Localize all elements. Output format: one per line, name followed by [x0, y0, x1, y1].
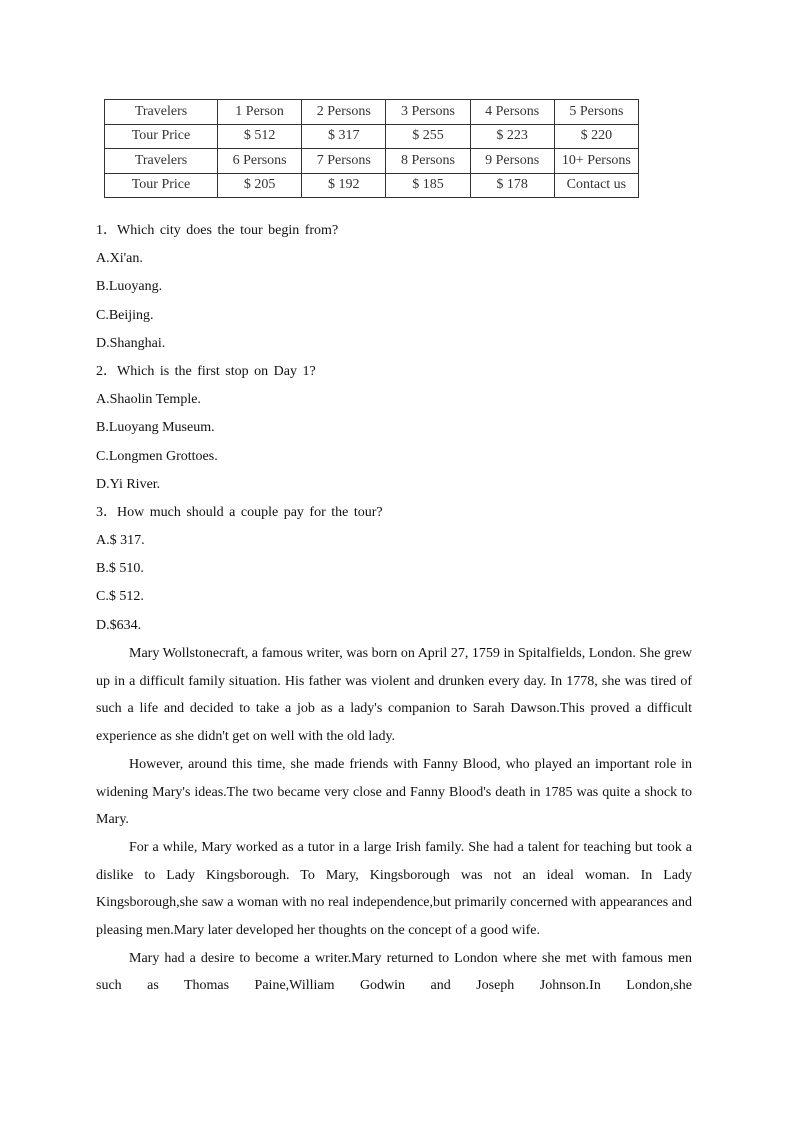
question-1-stem: 1．Which city does the tour begin from? [96, 223, 339, 238]
question-3-option-d: D.$634. [96, 617, 142, 633]
table-cell: 6 Persons [218, 149, 302, 174]
table-cell: 8 Persons [386, 149, 470, 174]
table-cell: Travelers [105, 149, 218, 174]
question-3-option-a: A.$ 317. [96, 533, 145, 549]
question-2-option-a: A.Shaolin Temple. [96, 392, 201, 408]
question-2-option-d: D.Yi River. [96, 476, 161, 492]
questions-section [96, 217, 696, 640]
question-2-stem: 2．Which is the first stop on Day 1? [96, 363, 316, 379]
table-cell: $ 178 [470, 173, 554, 198]
table-cell: $ 185 [386, 173, 470, 198]
table-cell: Travelers [105, 100, 218, 125]
question-2-option-c: C.Longmen Grottoes. [96, 448, 218, 464]
tour-price-table [104, 99, 639, 198]
table-cell: Tour Price [105, 173, 218, 198]
table-cell: $ 205 [218, 173, 302, 198]
question-3-option-b: B.$ 510. [96, 561, 144, 577]
table-cell: 10+ Persons [554, 149, 638, 174]
table-cell: $ 317 [302, 124, 386, 149]
table-cell: Tour Price [105, 124, 218, 149]
question-3-option-c: C.$ 512. [96, 589, 144, 605]
table-cell: $ 512 [218, 124, 302, 149]
table-row [105, 124, 639, 149]
table-cell: $ 192 [302, 173, 386, 198]
table-cell: 5 Persons [554, 100, 638, 125]
question-2-option-b: B.Luoyang Museum. [96, 420, 215, 436]
question-1-option-c: C.Beijing. [96, 307, 154, 323]
table-row [105, 173, 639, 198]
table-cell: 7 Persons [302, 149, 386, 174]
passage-paragraph-3: For a while, Mary worked as a tutor in a large Irish family. She had a talent for teaching but took a dislike to Lady Kingsborough. To Mary, Kingsborough was not an ideal woman. In Lady Kingsborough,she saw a woman with no real independence,but primarily concerned with appearances and pleasing men.Mary later developed her thoughts on the concept of a good wife. [96, 839, 692, 939]
table-row [105, 149, 639, 174]
table-cell: 3 Persons [386, 100, 470, 125]
table-cell: $ 223 [470, 124, 554, 149]
question-1-option-d: D.Shanghai. [96, 335, 166, 351]
question-1-option-b: B.Luoyang. [96, 279, 163, 295]
question-3-stem: 3．How much should a couple pay for the tour? [96, 504, 383, 520]
passage-paragraph-2: However, around this time, she made friends with Fanny Blood, who played an important role in widening Mary's ideas.The two became very close and Fanny Blood's death in 1785 was quite a shock to Mary. [96, 756, 692, 828]
table-cell: 2 Persons [302, 100, 386, 125]
table-cell: 4 Persons [470, 100, 554, 125]
table-row [105, 100, 639, 125]
reading-passage [96, 640, 692, 1000]
table-cell: $ 220 [554, 124, 638, 149]
table-cell: Contact us [554, 173, 638, 198]
passage-paragraph-1: Mary Wollstonecraft, a famous writer, was born on April 27, 1759 in Spitalfields, London. She grew up in a difficult family situation. His father was violent and drunken every day. In 1778, she was tired of such a life and decided to take a job as a lady's companion to Sarah Dawson.This proved a difficult experience as she didn't get on well with the old lady. [96, 646, 692, 745]
question-1-option-a: A.Xi'an. [96, 251, 143, 267]
passage-paragraph-4: Mary had a desire to become a writer.Mary returned to London where she met with famous men such as Thomas Paine,William Godwin and Joseph Johnson.In London,she [96, 950, 692, 994]
table-cell: $ 255 [386, 124, 470, 149]
table-cell: 9 Persons [470, 149, 554, 174]
table-cell: 1 Person [218, 100, 302, 125]
